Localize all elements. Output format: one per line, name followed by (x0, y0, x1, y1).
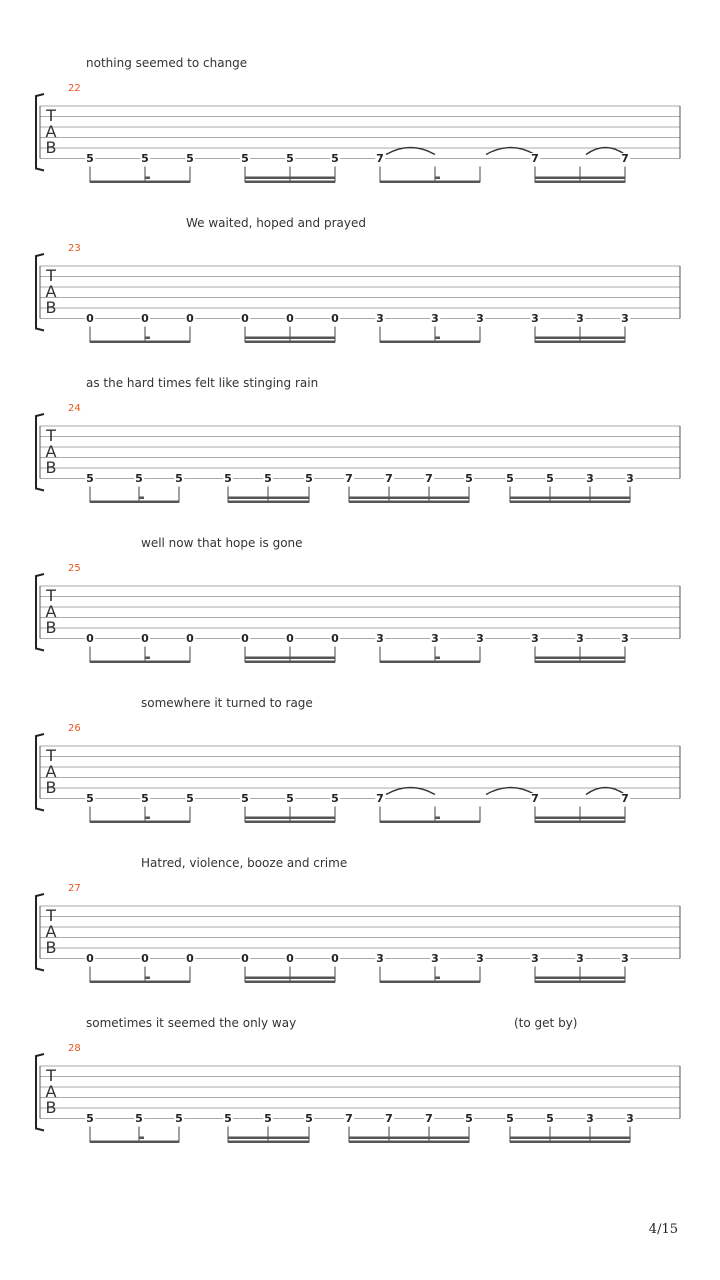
fret-number: 0 (141, 311, 149, 325)
fret-number: 7 (376, 791, 384, 805)
fret-number: 5 (135, 471, 143, 485)
fret-number: 5 (86, 1111, 94, 1125)
measure-number: 27 (68, 883, 81, 894)
fret-number: 7 (385, 1111, 393, 1125)
fret-number: 0 (186, 631, 194, 645)
fret-number: 3 (621, 631, 629, 645)
lyric-text: somewhere it turned to rage (141, 696, 313, 710)
beam (245, 341, 335, 344)
tab-clef-letter: T (46, 266, 56, 285)
fret-number: 5 (186, 791, 194, 805)
beam-hook (435, 337, 440, 340)
fret-number: 0 (141, 631, 149, 645)
fret-number: 0 (286, 951, 294, 965)
beam (245, 181, 335, 184)
fret-number: 5 (86, 151, 94, 165)
tab-staff (0, 566, 720, 676)
fret-number: 5 (224, 471, 232, 485)
tab-staff (0, 886, 720, 996)
tie-arc (586, 148, 625, 155)
tie-arc (586, 788, 625, 795)
fret-number: 3 (376, 951, 384, 965)
fret-number: 5 (264, 471, 272, 485)
beam (245, 337, 335, 340)
beam (349, 501, 469, 504)
beam (90, 501, 179, 504)
measure-number: 24 (68, 403, 81, 414)
beam (535, 977, 625, 980)
fret-number: 5 (286, 151, 294, 165)
fret-number: 3 (531, 631, 539, 645)
fret-number: 5 (465, 471, 473, 485)
beam (228, 497, 309, 500)
fret-number: 0 (286, 631, 294, 645)
beam (245, 981, 335, 984)
measure-number: 28 (68, 1043, 81, 1054)
beam (245, 661, 335, 664)
lyric-text: as the hard times felt like stinging rain (86, 376, 319, 390)
beam (535, 981, 625, 984)
tab-clef-letter: A (45, 922, 57, 941)
fret-number: 3 (476, 631, 484, 645)
fret-number: 5 (264, 1111, 272, 1125)
fret-number: 3 (576, 951, 584, 965)
fret-number: 5 (506, 471, 514, 485)
tab-clef-letter: B (45, 778, 57, 797)
tie-arc (386, 148, 435, 155)
beam (535, 661, 625, 664)
measure-number: 25 (68, 563, 81, 574)
fret-number: 7 (345, 1111, 353, 1125)
fret-number: 5 (241, 151, 249, 165)
fret-number: 0 (241, 951, 249, 965)
beam (90, 981, 190, 984)
measure-number: 26 (68, 723, 81, 734)
fret-number: 0 (286, 311, 294, 325)
fret-number: 0 (86, 311, 94, 325)
beam (380, 341, 480, 344)
beam (535, 341, 625, 344)
tab-clef-letter: B (45, 138, 57, 157)
page-number: 4/15 (648, 1222, 678, 1237)
fret-number: 5 (546, 1111, 554, 1125)
tab-staff (0, 246, 720, 356)
fret-number: 0 (331, 631, 339, 645)
fret-number: 5 (86, 791, 94, 805)
beam-hook (145, 657, 150, 660)
fret-number: 0 (186, 311, 194, 325)
fret-number: 5 (175, 1111, 183, 1125)
fret-number: 7 (621, 151, 629, 165)
beam (90, 341, 190, 344)
fret-number: 3 (476, 951, 484, 965)
tab-clef-letter: T (46, 1066, 56, 1085)
fret-number: 0 (86, 951, 94, 965)
fret-number: 3 (621, 951, 629, 965)
beam (380, 981, 480, 984)
tab-clef-letter: B (45, 618, 57, 637)
lyric-text: nothing seemed to change (86, 56, 248, 70)
beam (90, 661, 190, 664)
fret-number: 5 (175, 471, 183, 485)
fret-number: 5 (141, 791, 149, 805)
beam (228, 1141, 309, 1144)
fret-number: 3 (531, 311, 539, 325)
fret-number: 7 (385, 471, 393, 485)
tab-staff (0, 1046, 720, 1156)
beam (535, 181, 625, 184)
beam (535, 821, 625, 824)
beam-hook (145, 337, 150, 340)
fret-number: 7 (376, 151, 384, 165)
fret-number: 3 (376, 631, 384, 645)
beam (245, 177, 335, 180)
beam (245, 657, 335, 660)
beam (245, 817, 335, 820)
fret-number: 5 (86, 471, 94, 485)
fret-number: 3 (626, 471, 634, 485)
tab-clef-letter: B (45, 938, 57, 957)
tab-clef-letter: A (45, 762, 57, 781)
fret-number: 0 (141, 951, 149, 965)
tab-staff (0, 86, 720, 196)
lyric-text: (to get by) (514, 1016, 578, 1030)
beam (510, 501, 630, 504)
beam-hook (145, 977, 150, 980)
tab-clef-letter: A (45, 1082, 57, 1101)
tab-clef-letter: A (45, 282, 57, 301)
tab-clef-letter: B (45, 1098, 57, 1117)
fret-number: 5 (241, 791, 249, 805)
fret-number: 7 (531, 791, 539, 805)
beam (535, 817, 625, 820)
beam-hook (435, 177, 440, 180)
tab-clef-letter: A (45, 442, 57, 461)
lyric-text: Hatred, violence, booze and crime (141, 856, 348, 870)
beam-hook (139, 497, 144, 500)
fret-number: 5 (135, 1111, 143, 1125)
beam (228, 501, 309, 504)
beam (510, 497, 630, 500)
beam (349, 497, 469, 500)
beam (510, 1137, 630, 1140)
fret-number: 3 (376, 311, 384, 325)
fret-number: 0 (241, 631, 249, 645)
tab-clef-letter: T (46, 906, 56, 925)
fret-number: 5 (305, 471, 313, 485)
beam (90, 181, 190, 184)
fret-number: 0 (331, 311, 339, 325)
fret-number: 5 (186, 151, 194, 165)
fret-number: 0 (86, 631, 94, 645)
lyric-text: well now that hope is gone (141, 536, 303, 550)
tab-clef-letter: A (45, 122, 57, 141)
lyric-text: sometimes it seemed the only way (86, 1016, 297, 1030)
beam-hook (145, 177, 150, 180)
beam-hook (435, 657, 440, 660)
fret-number: 7 (531, 151, 539, 165)
fret-number: 5 (305, 1111, 313, 1125)
tab-clef-letter: A (45, 602, 57, 621)
fret-number: 3 (476, 311, 484, 325)
beam (90, 1141, 179, 1144)
beam-hook (139, 1137, 144, 1140)
fret-number: 5 (331, 151, 339, 165)
beam (535, 337, 625, 340)
tie-arc (486, 788, 535, 795)
tab-clef-letter: T (46, 426, 56, 445)
tab-clef-letter: T (46, 586, 56, 605)
fret-number: 5 (331, 791, 339, 805)
beam (90, 821, 190, 824)
beam-hook (435, 977, 440, 980)
beam-hook (145, 817, 150, 820)
fret-number: 3 (626, 1111, 634, 1125)
measure-number: 22 (68, 83, 81, 94)
beam-hook (435, 817, 440, 820)
beam (349, 1141, 469, 1144)
tab-staff (0, 726, 720, 836)
fret-number: 0 (186, 951, 194, 965)
fret-number: 3 (431, 311, 439, 325)
tab-staff (0, 406, 720, 516)
tab-clef-letter: T (46, 106, 56, 125)
fret-number: 7 (621, 791, 629, 805)
fret-number: 3 (586, 1111, 594, 1125)
beam (245, 821, 335, 824)
measure-number: 23 (68, 243, 81, 254)
fret-number: 5 (224, 1111, 232, 1125)
beam (380, 181, 480, 184)
tab-clef-letter: B (45, 298, 57, 317)
beam (245, 977, 335, 980)
fret-number: 3 (621, 311, 629, 325)
fret-number: 3 (576, 311, 584, 325)
tie-arc (386, 788, 435, 795)
fret-number: 3 (531, 951, 539, 965)
beam (535, 177, 625, 180)
fret-number: 7 (425, 1111, 433, 1125)
beam (380, 821, 480, 824)
fret-number: 0 (331, 951, 339, 965)
tie-arc (486, 148, 535, 155)
fret-number: 3 (586, 471, 594, 485)
fret-number: 5 (465, 1111, 473, 1125)
beam (535, 657, 625, 660)
fret-number: 7 (425, 471, 433, 485)
fret-number: 5 (546, 471, 554, 485)
tab-clef-letter: T (46, 746, 56, 765)
fret-number: 5 (141, 151, 149, 165)
fret-number: 5 (506, 1111, 514, 1125)
lyric-text: We waited, hoped and prayed (186, 216, 366, 230)
fret-number: 5 (286, 791, 294, 805)
fret-number: 3 (431, 951, 439, 965)
fret-number: 0 (241, 311, 249, 325)
beam (380, 661, 480, 664)
beam (228, 1137, 309, 1140)
fret-number: 3 (576, 631, 584, 645)
tab-clef-letter: B (45, 458, 57, 477)
fret-number: 3 (431, 631, 439, 645)
beam (349, 1137, 469, 1140)
beam (510, 1141, 630, 1144)
fret-number: 7 (345, 471, 353, 485)
